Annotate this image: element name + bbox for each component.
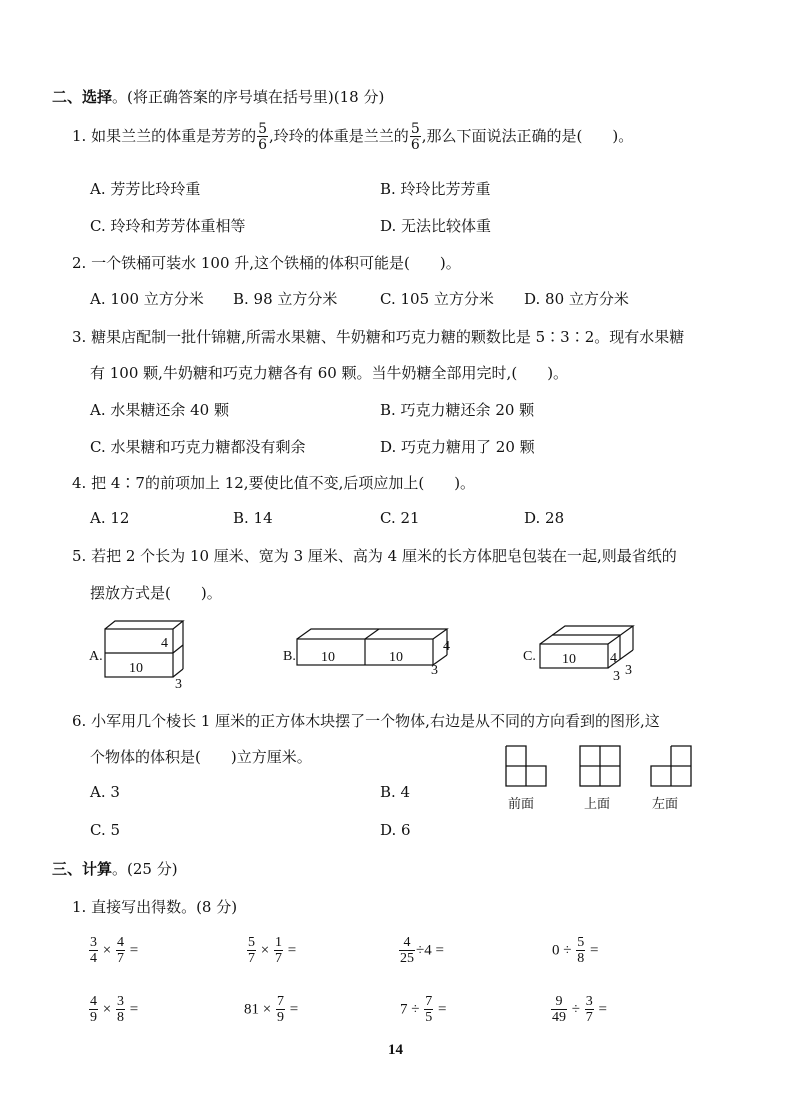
denominator: 8 [577,951,585,966]
left-view [651,746,691,786]
option-b[interactable]: B. 14 [233,509,273,527]
dim-length-2: 10 [389,650,403,665]
option-d[interactable]: D. 无法比较体重 [380,217,492,235]
numerator: 4 [116,935,124,950]
figure-c[interactable] [523,626,633,684]
option-b[interactable]: B. 4 [380,783,411,801]
numerator: 7 [276,994,284,1009]
figure-a[interactable] [89,621,183,692]
denominator: 25 [400,951,414,966]
numerator: 4 [403,935,411,950]
numerator: 5 [258,121,268,137]
numerator: 5 [577,935,585,950]
option-c[interactable]: C. 玲玲和芳芳体重相等 [90,217,246,235]
question-text: 一个铁桶可装水 100 升,这个铁桶的体积可能是( [91,254,410,272]
fraction [257,122,268,152]
question-text: 个物体的体积是( [90,748,201,766]
option-a[interactable]: A. 水果糖还余 40 颗 [90,401,229,419]
equals-sign: = [589,942,599,959]
question-text: )立方厘米。 [230,748,312,766]
dim-height: 4 [443,639,450,654]
option-d[interactable]: D. 巧克力糖用了 20 颗 [380,438,535,456]
question-number: 1. [72,127,87,145]
question-text: )。 [454,474,476,492]
question-text: 把 4∶7的前项加上 12,要使比值不变,后项应加上( [91,474,425,492]
equals-sign: = [289,1001,299,1018]
operand: 0 [552,942,560,959]
operator: × [102,1001,112,1018]
operator: × [260,942,270,959]
denominator: 9 [276,1010,284,1025]
option-b[interactable]: B. 98 立方分米 [233,290,338,308]
figure-a-label: A. [89,649,103,664]
figure-c-label: C. [523,649,536,664]
denominator: 7 [248,951,255,966]
top-view-label: 上面 [584,796,611,811]
section-3-header [52,858,178,879]
question-text: 摆放方式是( [90,584,171,602]
option-c[interactable]: C. 5 [90,821,121,839]
calc-item-4[interactable] [552,936,598,966]
section-3-number: 三、 [52,860,83,878]
figure-b-label: B. [283,649,296,664]
operator: ÷4 [416,942,432,959]
question-text: 有 100 颗,牛奶糖和巧克力糖各有 60 颗。当牛奶糖全部用完时,( [90,364,518,382]
section-3-title: 计算 [82,860,113,878]
question-text: ,那么下面说法正确的是( [421,127,583,145]
calc-item-5[interactable] [88,995,138,1025]
option-d[interactable]: D. 80 立方分米 [524,290,629,308]
denominator: 49 [552,1010,566,1025]
section-2-number: 二、 [52,88,83,106]
numerator: 3 [90,935,97,950]
option-c[interactable]: C. 105 立方分米 [380,290,494,308]
question-text: 若把 2 个长为 10 厘米、宽为 3 厘米、高为 4 厘米的长方体肥皂包装在一起,则最省纸的 [91,547,677,565]
calc-item-3[interactable] [398,936,444,966]
question-3 [72,326,684,347]
question-number: 5. [72,547,87,565]
equals-sign: = [129,1001,139,1018]
numerator: 7 [425,994,433,1009]
front-view [506,746,546,786]
fraction [410,122,421,152]
operator: ÷ [411,1001,420,1018]
question-text: ,玲玲的体重是兰兰的 [269,127,409,145]
denominator: 5 [425,1010,433,1025]
option-d[interactable]: D. 28 [524,509,565,527]
question-5 [72,545,677,566]
section-3-note: 。(25 分) [112,860,178,878]
calc-item-6[interactable] [244,995,298,1025]
calc-item-7[interactable] [400,995,446,1025]
option-c[interactable]: C. 21 [380,509,420,527]
question-number: 4. [72,474,87,492]
equals-sign: = [435,942,444,959]
operator: × [262,1001,272,1018]
equals-sign: = [437,1001,447,1018]
calc-item-2[interactable] [246,936,296,966]
numerator: 5 [248,935,255,950]
top-view [580,746,620,786]
question-text: )。 [200,584,222,602]
calc-subtitle: 1. 直接写出得数。(8 分) [72,898,238,916]
denominator: 6 [410,137,420,153]
dim-width-2: 3 [625,663,632,678]
numerator: 4 [90,994,97,1009]
q6-views [500,740,700,815]
calc-item-1[interactable] [88,936,138,966]
option-b[interactable]: B. 玲玲比芳芳重 [380,180,491,198]
operand: 81 [244,1001,259,1018]
denominator: 7 [585,1010,593,1025]
q5-figures [85,612,725,692]
dim-width: 3 [175,677,182,692]
denominator: 8 [116,1010,124,1025]
question-4 [72,472,475,493]
option-a[interactable]: A. 100 立方分米 [90,290,204,308]
dim-length: 10 [562,652,576,667]
dim-width-1: 3 [613,669,620,684]
dim-length: 10 [129,661,143,676]
option-c[interactable]: C. 水果糖和巧克力糖都没有剩余 [90,438,306,456]
option-a[interactable]: A. 3 [90,783,120,801]
dim-width: 3 [431,663,438,678]
question-number: 2. [72,254,87,272]
denominator: 7 [274,951,282,966]
question-5-line-2 [90,582,222,603]
question-text: )。 [612,127,634,145]
operator: ÷ [563,942,572,959]
question-text: 如果兰兰的体重是芳芳的 [91,127,257,145]
left-view-label: 左面 [652,796,679,811]
section-2-note: 。(将正确答案的序号填在括号里)(18 分) [112,88,385,106]
figure-b[interactable] [283,629,450,678]
question-3-line-2 [90,362,568,383]
question-6-line-2 [90,746,312,767]
equals-sign: = [129,942,139,959]
denominator: 4 [90,951,97,966]
dim-length-1: 10 [321,650,335,665]
operand: 7 [400,1001,408,1018]
denominator: 9 [90,1010,97,1025]
calc-item-8[interactable] [550,995,607,1025]
front-view-label: 前面 [508,796,535,811]
question-2 [72,252,461,273]
question-6 [72,710,660,731]
question-text: 小军用几个棱长 1 厘米的正方体木块摆了一个物体,右边是从不同的方向看到的图形,这 [91,712,660,730]
question-text: 糖果店配制一批什锦糖,所需水果糖、牛奶糖和巧克力糖的颗数比是 5∶3∶2。现有水果糖 [91,328,685,346]
question-number: 6. [72,712,87,730]
operator: × [102,942,112,959]
operator: ÷ [571,1001,580,1018]
denominator: 6 [258,137,268,153]
equals-sign: = [287,942,297,959]
question-text: )。 [439,254,461,272]
numerator: 5 [410,121,420,137]
page-number: 14 [388,1042,403,1058]
numerator: 1 [274,935,282,950]
section-2-title: 选择 [82,88,113,106]
question-text: )。 [547,364,569,382]
numerator: 9 [555,994,563,1009]
option-d[interactable]: D. 6 [380,821,411,839]
numerator: 3 [116,994,124,1009]
option-a[interactable]: A. 芳芳比玲玲重 [90,180,201,198]
question-number: 3. [72,328,87,346]
section-2-header [52,86,384,107]
dim-height: 4 [610,651,617,666]
denominator: 7 [116,951,124,966]
equals-sign: = [598,1001,607,1018]
numerator: 3 [585,994,593,1009]
dim-height: 4 [161,636,168,651]
option-b[interactable]: B. 巧克力糖还余 20 颗 [380,401,535,419]
option-a[interactable]: A. 12 [90,509,130,527]
question-1 [72,122,633,152]
